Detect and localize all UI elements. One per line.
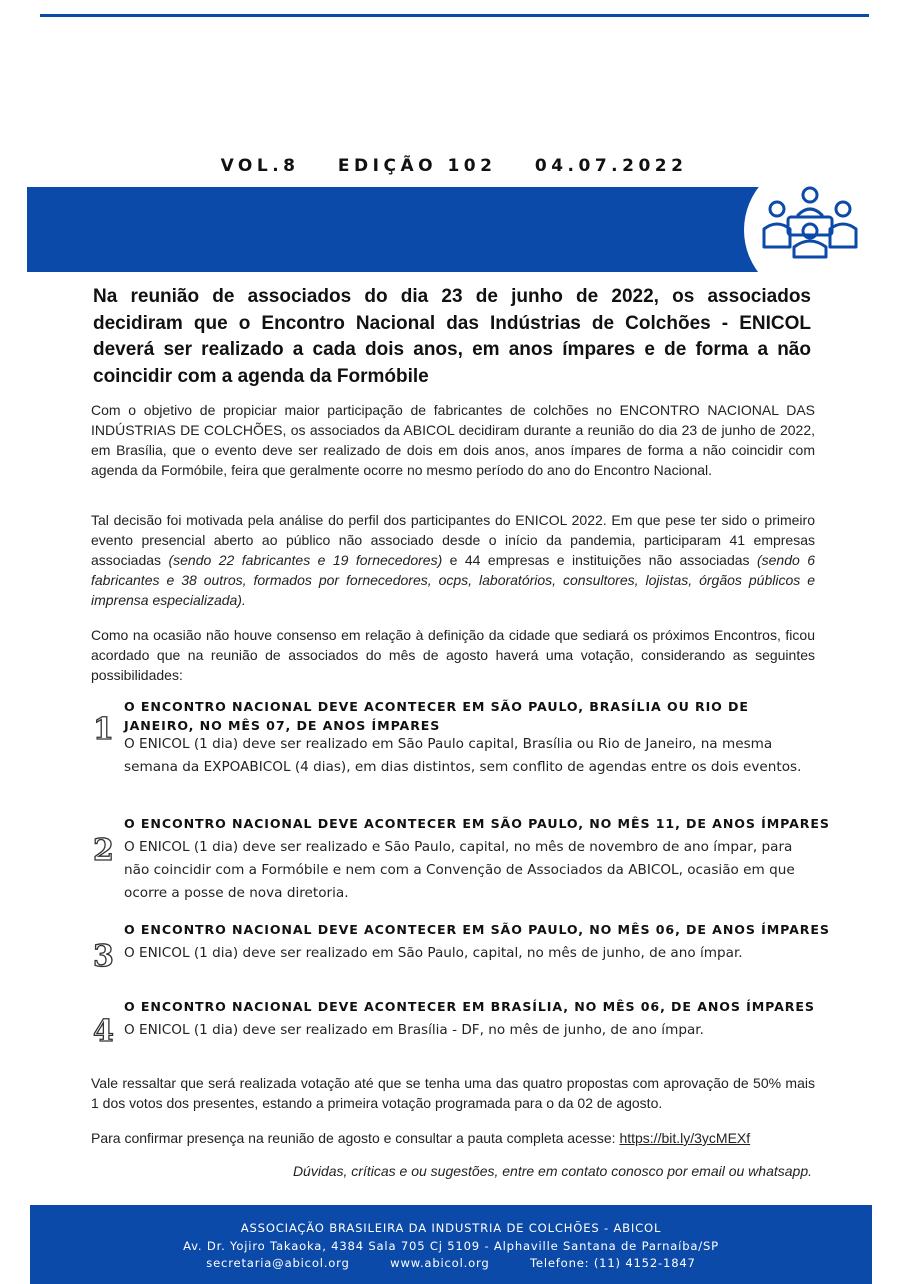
option-description: O ENICOL (1 dia) deve ser realizado em São Paulo capital, Brasília ou Rio de Janeiro, na mesma semana da EXPOABICOL (4 dias), em dias distintos, sem conflito de agendas entre os dois eventos.: [124, 736, 802, 775]
paragraph-objective: Com o objetivo de propiciar maior participação de fabricantes de colchões no ENCONTRO NACIONAL DAS INDÚSTRIAS DE COLCHÕES, os associados da ABICOL decidiram durante a reunião do dia 23 de junho de 2022, em Brasília, que o evento deve ser realizado de dois em dois anos, anos ímpares de forma a não coincidir com agenda da Formóbile, feira que geralmente ocorre no mesmo período do ano do Encontro Nacional.: [91, 402, 815, 478]
footer-website: www.abicol.org: [390, 1256, 490, 1270]
paragraph-voting: Como na ocasião não houve consenso em relação à definição da cidade que sediará os próximos Encontros, ficou acordado que na reunião de associados do mês de agosto haverá uma votação, considerando as seguintes possibilidades:: [91, 627, 815, 683]
associated-breakdown: (sendo 22 fabricantes e 19 fornecedores): [168, 552, 443, 568]
footer: [30, 1205, 872, 1284]
option-description: O ENICOL (1 dia) deve ser realizado em São Paulo, capital, no mês de junho, de ano ímpar.: [124, 945, 743, 961]
option-title: O ENCONTRO NACIONAL DEVE ACONTECER EM SÃO PAULO, NO MÊS 11, DE ANOS ÍMPARES: [124, 816, 830, 831]
edition-date: 04.07.2022: [534, 156, 688, 176]
option-title: O ENCONTRO NACIONAL DEVE ACONTECER EM SÃO PAULO, BRASÍLIA OU RIO DE JANEIRO, NO MÊS 07, DE ANOS ÍMPARES: [124, 699, 749, 733]
option-description: O ENICOL (1 dia) deve ser realizado e São Paulo, capital, no mês de novembro de ano ímpar, para não coincidir com a Formóbile e nem com a Convenção de Associados da ABICOL, ocasião em que ocorre a posse de nova diretoria.: [124, 839, 795, 901]
paragraph-confirm: [91, 1128, 815, 1148]
option-title: O ENCONTRO NACIONAL DEVE ACONTECER EM SÃO PAULO, NO MÊS 06, DE ANOS ÍMPARES: [124, 922, 830, 937]
contact-note: Dúvidas, críticas e ou sugestões, entre em contato conosco por email ou whatsapp.: [292, 1163, 812, 1179]
option-title: O ENCONTRO NACIONAL DEVE ACONTECER EM BRASÍLIA, NO MÊS 06, DE ANOS ÍMPARES: [124, 999, 815, 1014]
option-number: 3: [93, 939, 114, 974]
footer-address: Av. Dr. Yojiro Takaoka, 4384 Sala 705 Cj 5109 - Alphaville Santana de Parnaíba/SP: [183, 1239, 719, 1253]
meeting-people-icon: [760, 185, 860, 265]
agenda-link[interactable]: https://bit.ly/3ycMEXf: [619, 1130, 751, 1146]
footer-email: secretaria@abicol.org: [206, 1256, 350, 1270]
non-associated-breakdown: (sendo 6 fabricantes e 38 outros, formados por fornecedores, ocps, laboratórios, consultores, lojistas, órgãos públicos e imprensa especializada).: [91, 552, 816, 608]
volume-label: VOL.8: [220, 156, 300, 176]
option-number: 4: [93, 1014, 114, 1049]
footer-phone: Telefone: (11) 4152-1847: [530, 1256, 696, 1270]
footer-contacts: [30, 1256, 872, 1270]
paragraph-decision-part: e 44 empresas e instituições não associadas: [442, 552, 757, 568]
option-number: 1: [93, 712, 114, 747]
header-banner: [27, 187, 787, 272]
top-rule: [40, 14, 869, 17]
headline: Na reunião de associados do dia 23 de junho de 2022, os associados decidiram que o Encontro Nacional das Indústrias de Colchões - ENICOL deverá ser realizado a cada dois anos, em anos ímpares e de forma a não coincidir com a agenda da Formóbile: [93, 286, 811, 387]
paragraph-vote-rule: Vale ressaltar que será realizada votação até que se tenha uma das quatro propostas com aprovação de 50% mais 1 dos votos dos presentes, estando a primeira votação programada para o da 02 de agosto.: [91, 1075, 815, 1111]
option-description: O ENICOL (1 dia) deve ser realizado em Brasília - DF, no mês de junho, de ano ímpar.: [124, 1022, 704, 1038]
footer-org: ASSOCIAÇÃO BRASILEIRA DA INDUSTRIA DE COLCHÕES - ABICOL: [240, 1221, 662, 1235]
option-number: 2: [93, 833, 114, 868]
confirm-text: Para confirmar presença na reunião de agosto e consultar a pauta completa acesse:: [91, 1130, 620, 1146]
paragraph-decision: [91, 510, 815, 610]
paragraph-decision-part: Tal decisão foi motivada pela análise do perfil dos participantes do ENICOL 2022. Em que pese ter sido o primeiro evento presencial aberto ao público não associado desde o início da pandemia, participaram 41 empresas associadas: [91, 512, 815, 568]
edition-label: EDIÇÃO 102: [337, 156, 497, 176]
